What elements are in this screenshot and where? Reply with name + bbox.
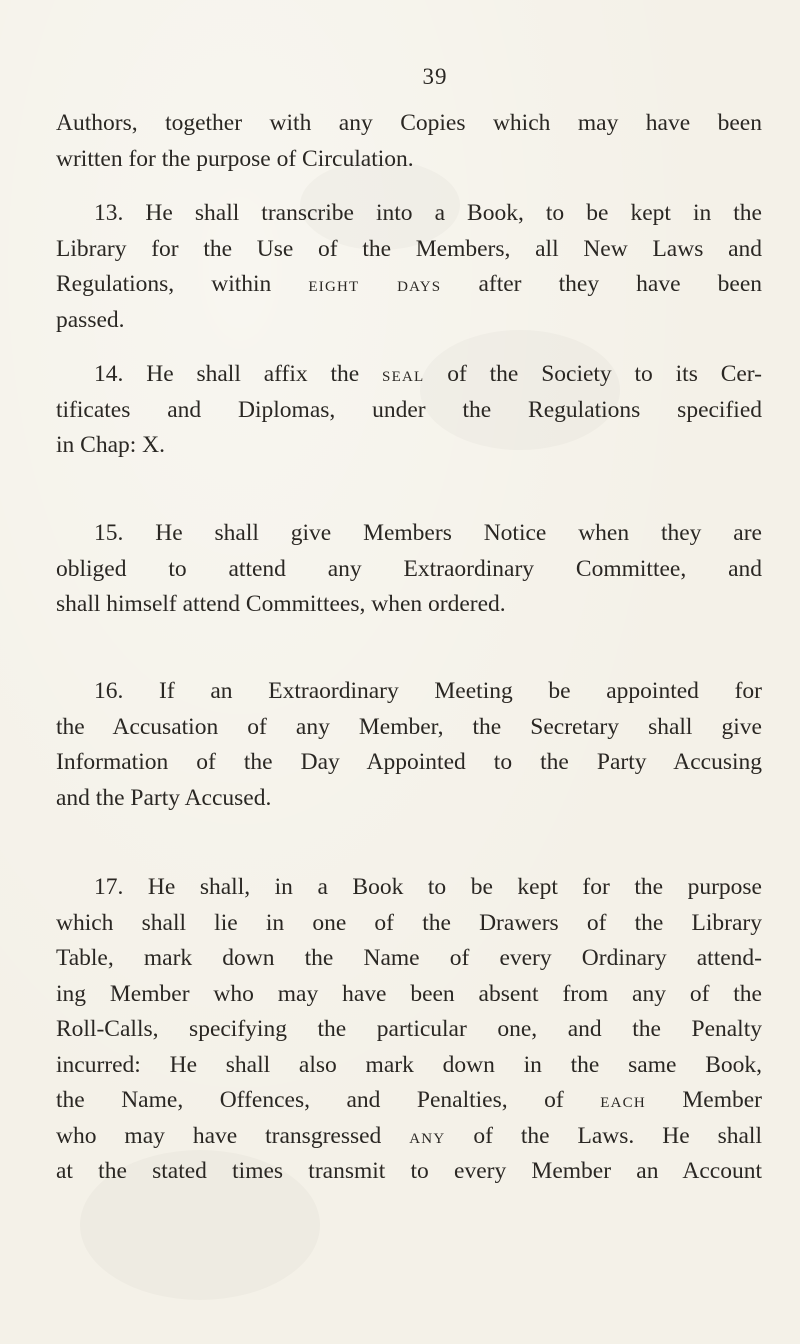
text-line: 16. If an Extraordinary Meeting be appointed for	[94, 678, 762, 704]
text-line: 13. He shall transcribe into a Book, to be kept in the	[94, 200, 762, 226]
small-caps-text: eight days	[308, 272, 442, 296]
text-line: and the Party Accused.	[56, 784, 272, 811]
paragraph-14	[56, 357, 762, 464]
text-line-smallcaps: Regulations, within eight days after they have been	[56, 271, 763, 297]
text-line: the Accusation of any Member, the Secretary shall give	[56, 713, 762, 740]
text-line: shall himself attend Committees, when ordered.	[56, 591, 506, 617]
text-line: Table, mark down the Name of every Ordinary attend-	[56, 945, 762, 971]
small-caps-text: any	[409, 1123, 446, 1148]
text-line: written for the purpose of Circulation.	[56, 145, 414, 172]
paragraph-17	[56, 870, 762, 1190]
paragraph-15	[56, 516, 762, 623]
text-line: Roll-Calls, specifying the particular one, and the Penalty	[56, 1016, 762, 1042]
text-line-smallcaps: who may have transgressed any of the Laws. He shall	[56, 1122, 762, 1149]
text-line: ing Member who may have been absent from any of the	[56, 980, 762, 1007]
paragraph-continuation	[56, 106, 762, 177]
text-line: incurred: He shall also mark down in the same Book,	[56, 1051, 762, 1078]
text-line: obliged to attend any Extraordinary Committee, and	[56, 555, 762, 582]
text-line: which shall lie in one of the Drawers of the Library	[56, 909, 762, 936]
text-line: passed.	[56, 306, 125, 333]
text-line: 15. He shall give Members Notice when they are	[94, 520, 762, 546]
text-line: Information of the Day Appointed to the Party Accusing	[56, 749, 762, 775]
paragraph-16	[56, 674, 762, 816]
text-line: Authors, together with any Copies which may have been	[56, 110, 762, 136]
text-line: tificates and Diplomas, under the Regulations specified	[56, 396, 762, 423]
text-line-smallcaps: the Name, Offences, and Penalties, of each Member	[56, 1087, 762, 1113]
small-caps-text: each	[600, 1088, 646, 1112]
small-caps-text: seal	[382, 362, 425, 386]
text-line: 17. He shall, in a Book to be kept for the purpose	[94, 874, 762, 900]
text-line: at the stated times transmit to every Member an Account	[56, 1158, 762, 1184]
text-line: Library for the Use of the Members, all New Laws and	[56, 235, 762, 262]
text-line-smallcaps: 14. He shall affix the seal of the Society to its Cer-	[94, 361, 762, 387]
text-line: in Chap: X.	[56, 432, 166, 458]
paragraph-13	[56, 196, 762, 338]
page-number: 39	[422, 64, 448, 89]
